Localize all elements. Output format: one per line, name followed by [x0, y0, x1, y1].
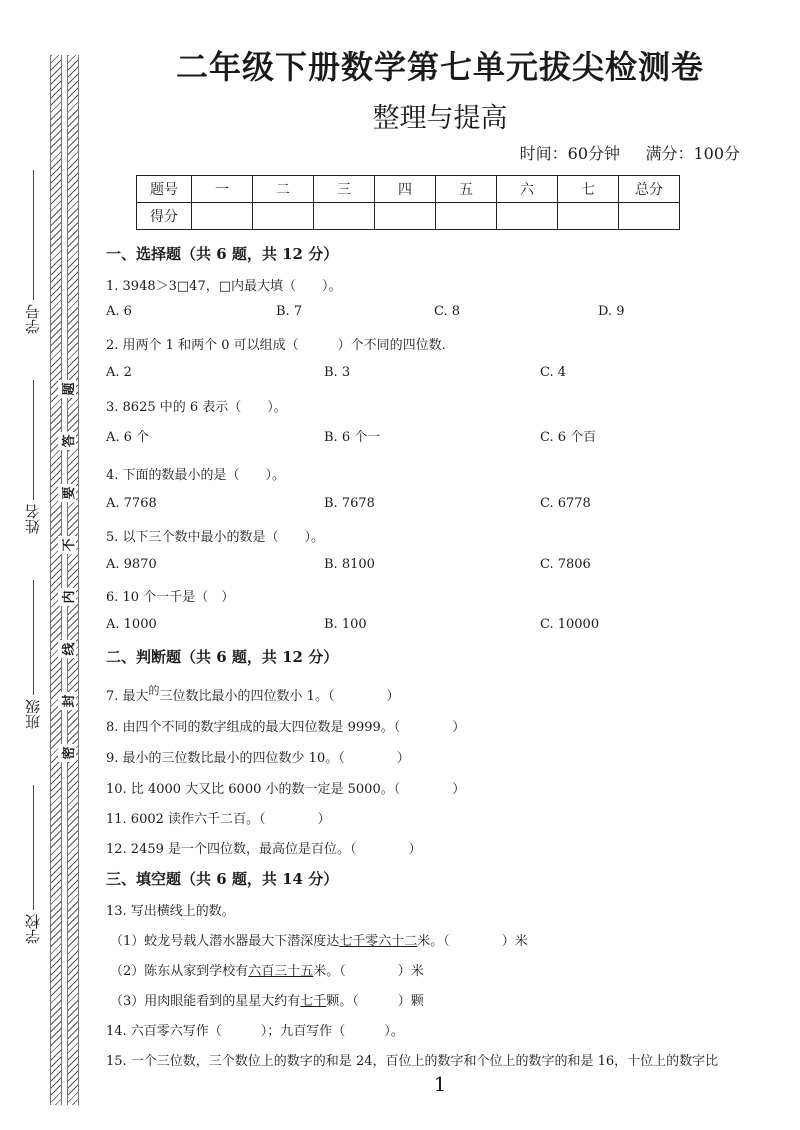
seal-char: 封: [58, 692, 76, 710]
option[interactable]: C. 6778: [540, 496, 591, 511]
score-cell[interactable]: [619, 203, 680, 230]
question-7-post: 三位数比最小的四位数小 1。（ ）: [159, 689, 400, 704]
question-1: 1. 3948＞3□47，□内最大填（ ）。: [106, 279, 342, 294]
q13-2-pre: （2）陈东从家到学校有: [110, 964, 249, 979]
seal-char: 线: [58, 640, 76, 658]
score-cell[interactable]: [436, 203, 497, 230]
option[interactable]: A. 6 个: [106, 430, 150, 445]
q13-2-underlined: 六百三十五: [248, 964, 314, 979]
score-cell[interactable]: [314, 203, 375, 230]
score-table-header-cell: 一: [192, 176, 253, 203]
question-9: 9. 最小的三位数比最小的四位数少 10。（ ）: [106, 751, 410, 766]
student-id-field[interactable]: [18, 170, 48, 334]
q13-1-underlined: 七千零六十二: [339, 934, 418, 949]
q13-1-pre: （1）蛟龙号载人潜水器最大下潜深度达: [110, 934, 340, 949]
student-id-label: 学号: [24, 304, 42, 334]
score-cell[interactable]: [558, 203, 619, 230]
question-14: 14. 六百零六写作（ ）；九百写作（ ）。: [106, 1024, 404, 1039]
seal-char: 密: [58, 744, 76, 762]
option[interactable]: C. 8: [434, 304, 461, 319]
class-line[interactable]: [33, 580, 34, 695]
exam-timing: [520, 141, 740, 164]
option[interactable]: C. 6 个百: [540, 430, 597, 445]
question-5: 5. 以下三个数中最小的数是（ ）。: [106, 530, 325, 545]
option[interactable]: B. 7: [276, 304, 303, 319]
score-table-header-cell: 四: [375, 176, 436, 203]
seal-char: 题: [58, 380, 76, 398]
question-10: 10. 比 4000 大又比 6000 小的数一定是 5000。（ ）: [106, 782, 466, 797]
question-11: 11. 6002 读作六千二百。（ ）: [106, 812, 331, 827]
score-table-header-cell: 五: [436, 176, 497, 203]
q13-3-pre: （3）用肉眼能看到的星星大约有: [110, 994, 301, 1009]
q13-2-post: 米。（ ）米: [313, 964, 424, 979]
option[interactable]: B. 100: [324, 617, 367, 632]
question-13-3: [110, 990, 424, 1009]
question-4: 4. 下面的数最小的是（ ）。: [106, 468, 286, 483]
class-field[interactable]: [18, 580, 48, 729]
question-7-pre: 7. 最大: [106, 689, 149, 704]
question-13: 13. 写出横线上的数。: [106, 904, 235, 919]
option[interactable]: A. 2: [106, 365, 132, 380]
name-label: 姓名: [24, 504, 42, 534]
score-table-header-cell: 二: [253, 176, 314, 203]
score-table-header-cell: 总分: [619, 176, 680, 203]
section-heading-judgment: 二、判断题（共 6 题，共 12 分）: [106, 648, 339, 666]
student-id-line[interactable]: [33, 170, 34, 300]
option[interactable]: B. 6 个一: [324, 430, 381, 445]
binding-margin: [0, 0, 95, 1130]
school-field[interactable]: [18, 785, 48, 944]
q13-3-underlined: 七千: [300, 994, 327, 1009]
score-table-header-cell: 七: [558, 176, 619, 203]
option[interactable]: C. 10000: [540, 617, 600, 632]
q13-3-post: 颗。（ ）颗: [326, 994, 424, 1009]
option[interactable]: A. 6: [106, 304, 132, 319]
section-heading-choice: 一、选择题（共 6 题，共 12 分）: [106, 245, 339, 263]
seal-char: 内: [58, 588, 76, 606]
option[interactable]: D. 9: [598, 304, 625, 319]
seal-char: 答: [58, 432, 76, 450]
option[interactable]: A. 9870: [106, 557, 157, 572]
question-13-1: [110, 930, 528, 949]
q13-1-post: 米。（ ）米: [417, 934, 528, 949]
score-table-header-cell: 六: [497, 176, 558, 203]
class-label: 班级: [24, 699, 42, 729]
question-12: 12. 2459 是一个四位数，最高位是百位。（ ）: [106, 842, 422, 857]
question-7: [106, 682, 399, 704]
school-label: 学校: [24, 914, 42, 944]
time-limit: 时间：60分钟: [519, 144, 621, 163]
score-cell[interactable]: [253, 203, 314, 230]
score-table-header-cell: 题号: [137, 176, 192, 203]
full-score: 满分：100分: [645, 144, 740, 163]
question-2: 2. 用两个 1 和两个 0 可以组成（ ）个不同的四位数.: [106, 338, 446, 353]
page-number: 1: [433, 1072, 447, 1096]
score-cell[interactable]: [497, 203, 558, 230]
question-13-2: [110, 960, 424, 979]
option[interactable]: A. 1000: [106, 617, 157, 632]
score-cell[interactable]: [192, 203, 253, 230]
option[interactable]: B. 3: [324, 365, 351, 380]
question-6: 6. 10 个一千是（ ）: [106, 590, 235, 605]
option[interactable]: A. 7768: [106, 496, 157, 511]
score-table-score-row: [137, 203, 680, 230]
seal-warning-text: [58, 380, 76, 796]
score-row-label: 得分: [137, 203, 192, 230]
question-3: 3. 8625 中的 6 表示（ ）。: [106, 400, 287, 415]
option[interactable]: B. 8100: [324, 557, 375, 572]
name-field[interactable]: [18, 380, 48, 534]
name-line[interactable]: [33, 380, 34, 500]
seal-char: 要: [58, 484, 76, 502]
option[interactable]: B. 7678: [324, 496, 375, 511]
school-line[interactable]: [33, 785, 34, 910]
score-table-header-row: [137, 176, 680, 203]
question-7-sup: 的: [148, 684, 160, 697]
exam-title: 二年级下册数学第七单元拔尖检测卷: [175, 48, 704, 86]
section-heading-fill: 三、填空题（共 6 题，共 14 分）: [106, 870, 339, 888]
score-table-header-cell: 三: [314, 176, 375, 203]
question-8: 8. 由四个不同的数字组成的最大四位数是 9999。（ ）: [106, 720, 466, 735]
score-cell[interactable]: [375, 203, 436, 230]
score-table: [136, 175, 680, 230]
option[interactable]: C. 4: [540, 365, 567, 380]
option[interactable]: C. 7806: [540, 557, 591, 572]
question-15: 15. 一个三位数，三个数位上的数字的和是 24，百位上的数字和个位上的数字的和是 16，十位上的数字比: [106, 1054, 719, 1069]
seal-char: 不: [58, 536, 76, 554]
exam-subtitle: 整理与提高: [372, 103, 508, 134]
